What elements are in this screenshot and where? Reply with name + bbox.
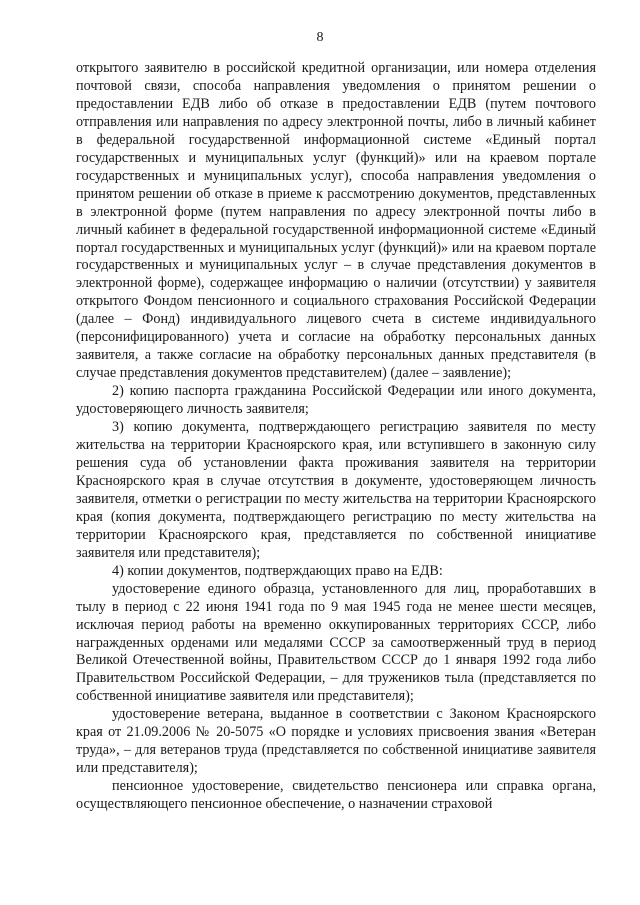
page-number: 8 [316, 30, 324, 45]
document-body [76, 60, 596, 814]
paragraph-pension-certificate: пенсионное удостоверение, свидетельство пенсионера или справка органа, осуществляющего пенсионное обеспечение, о назначении страховой [76, 778, 596, 813]
paragraph-continuation: открытого заявителю в российской кредитной организации, или номера отделения почтовой связи, способа направления уведомления о принятом решении о предоставлении ЕДВ либо об отказе в предоставлении ЕДВ (путем почтового отправления или направления по адресу электронной почты, либо в личный кабинет в федеральной государственной информационной системе «Единый портал государственных и муниципальных услуг (функций)» или на краевом портале государственных и муниципальных услуг), способа направления уведомления о принятом решении об отказе в приеме к рассмотрению документов, представленных в электронной форме (путем направления по адресу электронной почты либо в личный кабинет в федеральной государственной информационной системе «Единый портал государственных и муниципальных услуг (функций)» или на краевом портале государственных и муниципальных услуг – в случае представления документов в электронной форме), содержащее информацию о наличии (отсутствии) у заявителя открытого Фондом пенсионного и социального страхования Российской Федерации (далее – Фонд) индивидуального лицевого счета в системе индивидуального (персонифицированного) учета и согласие на обработку персональных данных заявителя, а также согласие на обработку персональных данных представителя (в случае представления документов представителем) (далее – заявление); [76, 60, 596, 382]
paragraph-item-2: 2) копию паспорта гражданина Российской Федерации или иного документа, удостоверяющего личность заявителя; [76, 383, 596, 418]
paragraph-veteran-certificate: удостоверение ветерана, выданное в соответствии с Законом Красноярского края от 21.09.2006 № 20-5075 «О порядке и условиях присвоения звания «Ветеран труда», – для ветеранов труда (представляется по собственной инициативе заявителя или представителя); [76, 706, 596, 777]
paragraph-item-3: 3) копию документа, подтверждающего регистрацию заявителя по месту жительства на территории Красноярского края, или вступившего в законную силу решения суда об установлении факта проживания заявителя на территории Красноярского края в случае отсутствия в документе, удостоверяющем личность заявителя, отметки о регистрации по месту жительства на территории Красноярского края (копия документа, подтверждающего регистрацию по месту жительства на территории Красноярского края, представляется по собственной инициативе заявителя или представителя); [76, 419, 596, 561]
paragraph-home-front-certificate: удостоверение единого образца, установленного для лиц, проработавших в тылу в период с 22 июня 1941 года по 9 мая 1945 года не менее шести месяцев, исключая период работы на временно оккупированных территориях СССР, либо награжденных орденами или медалями СССР за самоотверженный труд в период Великой Отечественной войны, Правительством СССР до 1 января 1992 года либо Правительством Российской Федерации, – для тружеников тыла (представляется по собственной инициативе заявителя или представителя); [76, 580, 596, 705]
paragraph-item-4: 4) копии документов, подтверждающих право на ЕДВ: [112, 562, 443, 579]
